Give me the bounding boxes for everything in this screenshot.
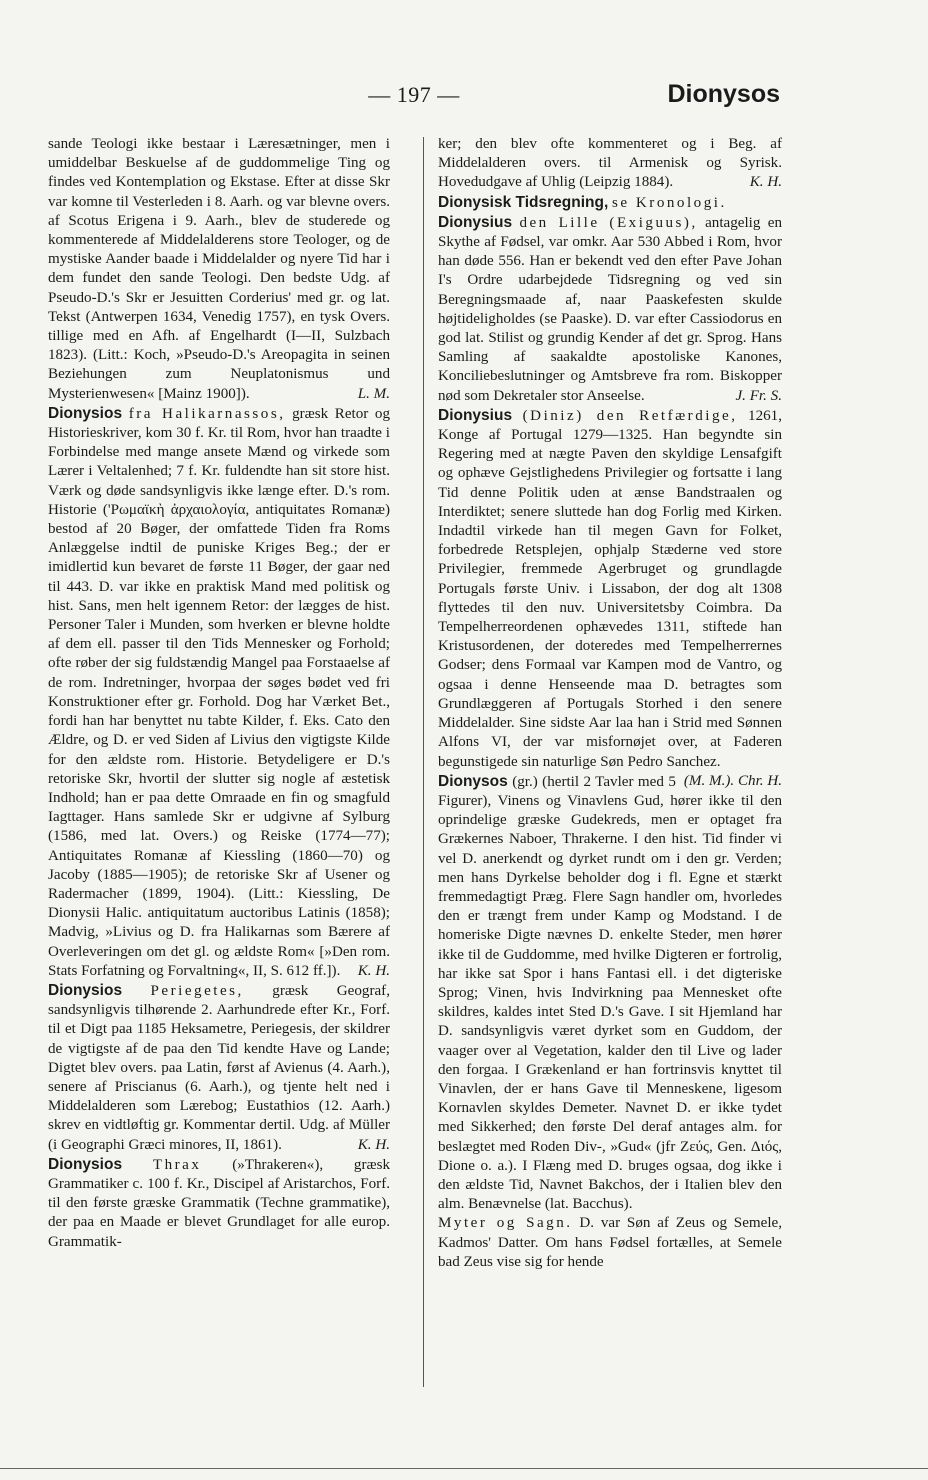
- page-number: — 197 —: [368, 82, 460, 107]
- author-signature: L. M.: [357, 385, 390, 402]
- entry-dionysios-halikarnassos: [48, 404, 390, 981]
- paragraph-continued: [48, 135, 390, 404]
- entry-dionysius-exiguus: [438, 213, 782, 406]
- entry-headword: Dionysios: [48, 981, 123, 999]
- author-signature: K. H.: [357, 962, 390, 979]
- entry-dionysisk-tidsregning: [438, 193, 782, 213]
- column-divider: [423, 137, 424, 1387]
- entry-text: græsk Geograf, sandsynligvis tilhørende 2. Aarhundrede efter Kr., Forf. til et Digt paa 1185 Heksametre, Periegesis, der skildrer de vigtigste af de paa den Tid kendte Have og Lande; Digtet blev overs. paa Latin, først af Avienus (4. Aarh.), senere af Priscianus (6. Aarh.), og tjente helt ned i Middelalderen som Lærebog; Eustathios (12. Aarh.) skrev en vidtløftig gr. Kommentar dertil. Udg. af Müller (i Geographi Græci minores, II, 1861).: [48, 982, 390, 1153]
- entry-text: 1261, Konge af Portugal 1279—1325. Han begyndte sin Regering med at nægte Paven den skyldige Lensafgift og ophæve Gejstlighedens Privilegier og fortsatte i lang Tid denne Politik uden at ænse Bandstraalen og Interdiktet; senere sluttede han dog Forlig med Kirken. Indadtil virkede han til megen Gavn for Folket, forbedrede Retsplejen, ophjalp Stæderne ved store Privilegier, fremmede Agerbruget og grundlagde Portugals første Univ. i Lissabon, der dog alt 1308 flyttedes til den nuv. Universitetsby Coimbra. Da Tempelherreordenen ophævedes 1311, stiftede han Kristusordenen, der doteredes med Tempelherrernes Godser; dens Formaal var Kampen mod de Vantro, og ogsaa i denne Henseende maa D. betragtes som Grundlæggeren af Portugals Storhed i den senere Middelalder. Sine sidste Aar laa han i Strid med Sønnen Alfons VI, der var misfornøjet over, at Faderen begunstigede sin naturlige Søn Pedro Sanchez.: [438, 407, 782, 770]
- entry-headword: Dionysius: [438, 406, 513, 424]
- right-column: [438, 135, 782, 1272]
- entry-dionysos: [438, 772, 782, 1215]
- entry-headword: Dionysius: [438, 213, 513, 231]
- entry-dionysios-thrax: [48, 1155, 390, 1252]
- entry-subhead: Periegetes,: [150, 982, 244, 999]
- entry-headword: Dionysos: [438, 772, 508, 790]
- author-signature: (M. M.). Chr. H.: [683, 772, 782, 789]
- section-text: D. var Søn af Zeus og Semele, Kadmos' Datter. Om hans Fødsel fortælles, at Semele bad Zeus vise sig for hende: [438, 1215, 782, 1270]
- entry-subhead: (Diniz) den Retfærdige,: [522, 407, 738, 424]
- author-signature: K. H.: [357, 1136, 390, 1153]
- entry-text: (gr.) (hertil 2 Tavler med 5 Figurer), Vinens og Vinavlens Gud, hører ikke til den oprindelige græske Gudekreds, men er optaget fra Grækernes Naboer, Thrakerne. I den hist. Tid finder vi vel D. anerkendt og dyrket rundt om i den gr. Verden; men hans Dyrkelse beholder dog i fl. Egne et stærkt fremmedagtigt Præg. Flere Sagn handler om, hvorledes den er trængt frem under Kamp og Modstand. I de homeriske Digte nævnes D. enkelte Steder, men hører ikke til de Guddomme, med hvilke Digteren er fortrolig, har ikke sat Spor i hans Fantasi ell. i det digteriske Sprog; Vinen, hvis Indvirkning paa Mennesket ofte skildres, kaldes intet Sted D.'s Gave. I sit Hjemland har D. sandsynligvis været dyrket som en Guddom, der vaager over al Vegetation, kalder den til Live og lader den forgaa. I Grækenland er han fortrinsvis knyttet til Vinavlen, der er hans Gave til Menneskene, ligesom Kornavlen skyldes Demeter. Navnet D. er ikke tydet med Sikkerhed; den første Del deraf antages alm. for beslægtet med Roden Div-, »Gud« (jfr Ζεύς, Gen. Διός, Dione o. a.). I Flæng med D. bruges ogsaa, dog ikke i den ældste Tid, Navnet Bakchos, der i Italien blev den alm. Benævnelse (lat. Bacchus).: [438, 773, 782, 1213]
- entry-subhead: fra Halikarnassos,: [128, 405, 286, 422]
- entry-headword: Dionysios: [48, 1155, 123, 1173]
- entry-text: antagelig en Skythe af Fødsel, var omkr. Aar 530 Abbed i Rom, hvor han døde 556. Han er bekendt ved den efter Pave Johan I's Ordre udarbejdede Tidsregning og ved sin Beregningsmaade af, naar Paaskefesten skulde højtideligholdes (se Paaske). D. var efter Cassiodorus en god lat. Stilist og grundig Kender af det gr. Sprog. Hans Samling af saakaldte apostoliske Kanones, Konciliebeslutninger og Amtsbreve fra rom. Biskopper nød som Dekretaler stor Anseelse.: [438, 214, 783, 404]
- entry-text: (»Thrakeren«), græsk Grammatiker c. 100 f. Kr., Discipel af Aristarchos, Forf. til den første græske Grammatik (Techne grammatike), der paa en Maade er blevet Grundlaget for alle europ. Grammatik-: [48, 1156, 390, 1250]
- entry-dionysios-periegetes: [48, 981, 390, 1155]
- entry-subhead: den Lille (Exiguus),: [519, 214, 698, 231]
- entry-subhead: Thrax: [152, 1156, 202, 1173]
- paragraph-text: sande Teologi ikke bestaar i Læresætninger, men i umiddelbar Beskuelse af de guddommelige Ting og findes ved Kontemplation og Ekstase. Efter at disse Skr var komne til Vesterleden i 8. Aarh. og var blevne overs. af Scotus Erigena i 9. Aarh., blev de studerede og kommenterede af Middelalderens store Teologer, og de mystiske Aander baade i Middelalder og nyere Tid har i dem fundet den sande Teologi. Den bedste Udg. af Pseudo-D.'s Skr er Jesuitten Corderius' med gr. og lat. Tekst (Antwerpen 1634, Venedig 1757), en tysk Overs. tillige med en Afh. af Engelhardt (I—II, Sulzbach 1823). (Litt.: Koch, »Pseudo-D.'s Areopagita in seinen Beziehungen zum Neuplatonismus und Mysterienwesen« [Mainz 1900]).: [48, 136, 390, 402]
- entry-headword: Dionysisk Tidsregning,: [438, 193, 609, 211]
- running-head: Dionysos: [667, 80, 780, 108]
- author-signature: J. Fr. S.: [735, 387, 782, 404]
- entry-text: græsk Retor og Historieskriver, kom 30 f. Kr. til Rom, hvor han traadte i Forbindelse med mange ansete Mænd og virkede som Lærer i Veltalenhed; 7 f. Kr. fuldendte han sit store hist. Værk og døde sandsynligvis ikke længe efter. D.'s rom. Historie ('Ρωμαϊκὴ ἀρχαιολογία, antiquitates Romanæ) bestod af 20 Bøger, der omfattede Tiden fra Roms Anlæggelse indtil de puniske Kriges Beg.; der er imidlertid kun bevaret de første 11 Bøger, der gaar ned til 443. D. var ikke en praktisk Mand med politisk og hist. Sans, men helt igennem Retor: der lægges de hist. Personer Taler i Munden, som hverken er blevne holdte af dem ell. passer til den Tids Mennesker og Forhold; ofte røber der sig fuldstændig Mangel paa Forstaaelse af de rom. Indretninger, hvorpaa der søges bødet ved fri Konstruktioner efter gr. Forhold. Dog har Værket Bet., fordi han har benyttet nu tabte Kilder, f. Eks. Cato den Ældre, og D. er ved Siden af Livius den vigtigste Kilde for den ældste rom. Historie. Betydeligere er D.'s retoriske Skr, hvortil der slutter sig nogle af æstetisk Indhold; han er paa dette Omraade en fin og smagfuld Iagttager. Hans samlede Skr er udgivne af Sylburg (1586, med lat. Overs.) og Reiske (1774—77); Antiquitates Romanæ af Kiessling (1860—70) og Jacoby (1885—1905); de retoriske Skr af Usener og Radermacher (1899, 1904). (Litt.: Kiessling, De Dionysii Halic. antiquitatum auctoribus Latinis (1858); Madvig, »Livius og D. fra Halikarnas som Bærere af Overleveringen om det gl. og ældste Rom« [»Den rom. Stats Forfatning og Forvaltning«, II, S. 612 ff.]).: [48, 405, 390, 979]
- paragraph-continued: [438, 135, 782, 193]
- entry-text: se Kronologi.: [612, 194, 727, 211]
- page-header: [48, 80, 780, 116]
- section-myter-og-sagn: [438, 1214, 782, 1272]
- paragraph-text: ker; den blev ofte kommenteret og i Beg. af Middelalderen overs. til Armenisk og Syrisk. Hovedudgave af Uhlig (Leipzig 1884).: [438, 136, 782, 191]
- bottom-rule: [0, 1468, 928, 1469]
- author-signature: K. H.: [749, 174, 782, 191]
- left-column: [48, 135, 390, 1252]
- entry-headword: Dionysios: [48, 404, 123, 422]
- section-heading: Myter og Sagn.: [438, 1215, 573, 1232]
